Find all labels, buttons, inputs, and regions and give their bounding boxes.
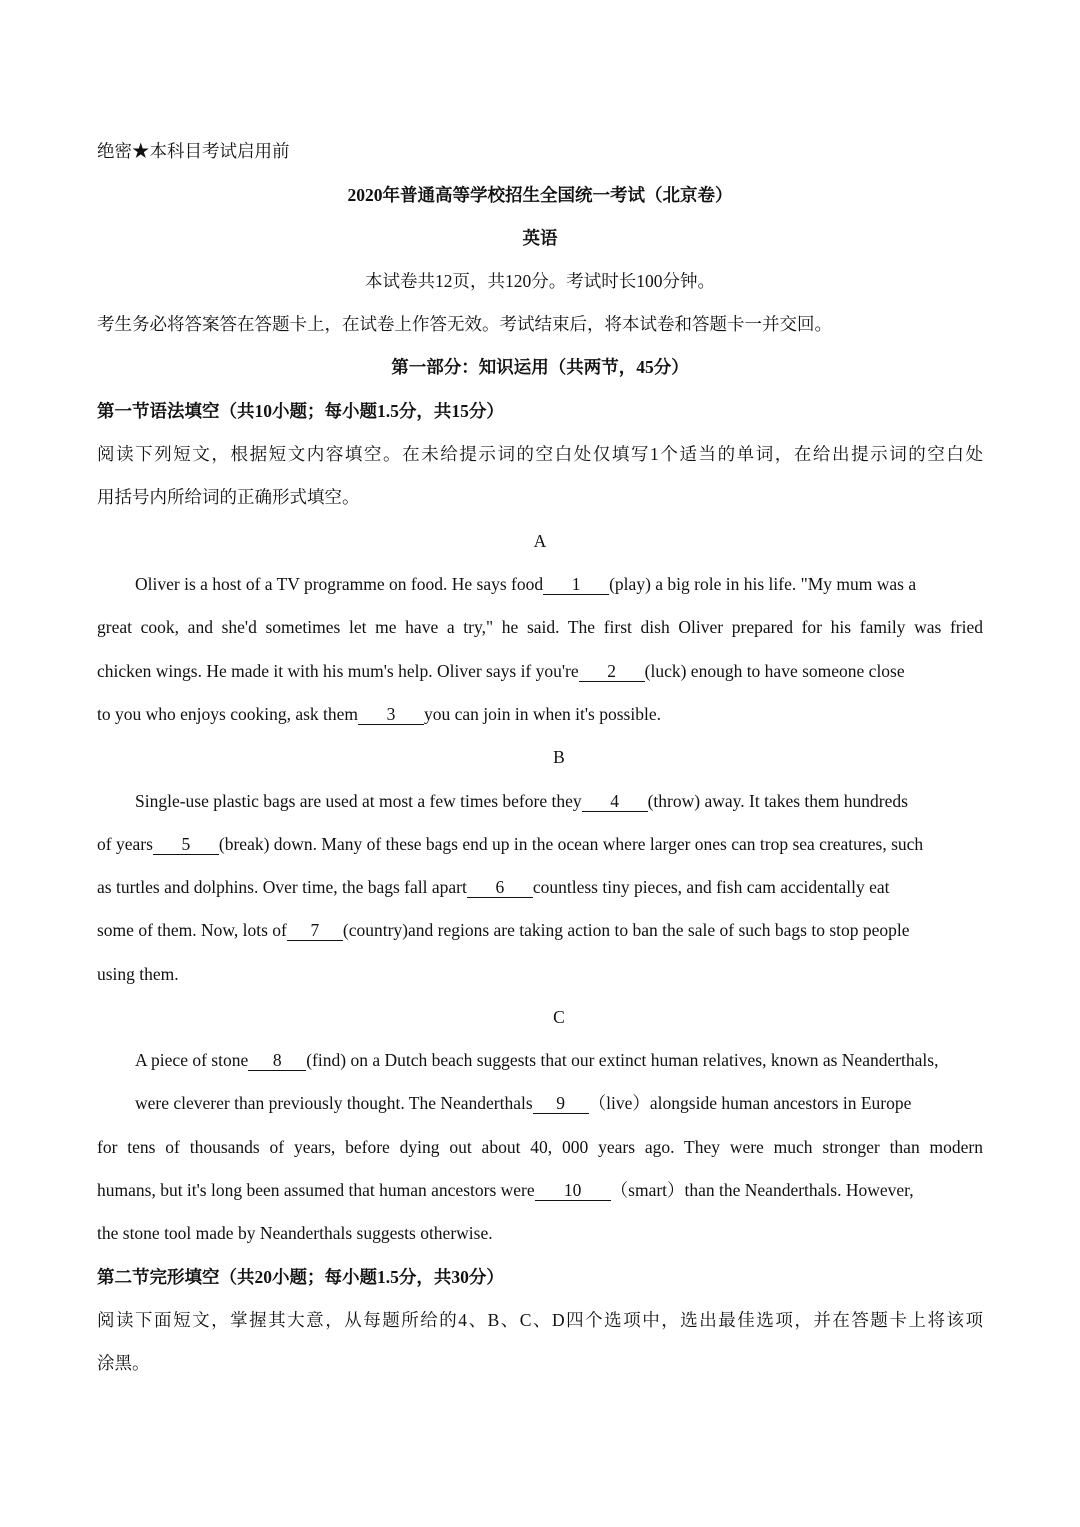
text: you can join in when it's possible. — [424, 704, 661, 724]
text: countless tiny pieces, and fish cam accidentally eat — [532, 877, 890, 897]
text: (country)and regions are taking action to ban the sale of such bags to stop people — [342, 920, 910, 940]
passage-b-label: B — [553, 747, 565, 767]
text: (throw) away. It takes them hundreds — [647, 791, 908, 811]
section2-instruction-line1: 阅读下面短文，掌握其大意，从每题所给的4、B、C、D四个选项中，选出最佳选项，并在答题卡上将该项 — [97, 1310, 983, 1330]
blank-1[interactable]: 1 — [543, 575, 609, 595]
passage-c-label: C — [553, 1007, 565, 1027]
passage-c-line2 — [135, 1091, 983, 1115]
exam-instruction: 考生务必将答案答在答题卡上，在试卷上作答无效。考试结束后，将本试卷和答题卡一并交回。 — [97, 314, 832, 334]
blank-8[interactable]: 8 — [248, 1051, 306, 1071]
secret-notice: 绝密★本科目考试启用前 — [97, 141, 290, 161]
section2-instruction-line2: 涂黑。 — [97, 1353, 150, 1373]
blank-3[interactable]: 3 — [358, 705, 424, 725]
text: (play) a big role in his life. "My mum was a — [609, 574, 917, 594]
passage-c-line4 — [97, 1178, 983, 1202]
text: as turtles and dolphins. Over time, the bags fall apart — [97, 877, 467, 897]
text: were cleverer than previously thought. The Neanderthals — [135, 1093, 533, 1113]
passage-a-line2: great cook, and she'd sometimes let me have a try," he said. The first dish Oliver prepared for his family was fried — [97, 617, 983, 637]
text: humans, but it's long been assumed that human ancestors were — [97, 1180, 535, 1200]
exam-info: 本试卷共12页，共120分。考试时长100分钟。 — [365, 271, 715, 291]
subject-title: 英语 — [522, 228, 558, 248]
blank-7[interactable]: 7 — [287, 921, 343, 941]
text: (find) on a Dutch beach suggests that our extinct human relatives, known as Neanderthals, — [306, 1050, 939, 1070]
passage-a-line3 — [97, 659, 983, 683]
text: to you who enjoys cooking, ask them — [97, 704, 359, 724]
exam-title: 2020年普通高等学校招生全国统一考试（北京卷） — [347, 185, 733, 205]
text: （live）alongside human ancestors in Europe — [588, 1093, 912, 1113]
passage-c-line3: for tens of thousands of years, before dying out about 40, 000 years ago. They were much stronger than modern — [97, 1137, 983, 1157]
text: (break) down. Many of these bags end up in the ocean where larger ones can trop sea creatures, such — [218, 834, 924, 854]
blank-5[interactable]: 5 — [153, 835, 219, 855]
text: （smart）than the Neanderthals. However, — [610, 1180, 914, 1200]
section1-instruction-line2: 用括号内所给词的正确形式填空。 — [97, 487, 360, 507]
passage-a-line4 — [97, 702, 983, 726]
passage-b-line2 — [97, 832, 983, 856]
text: Single-use plastic bags are used at most a few times before they — [135, 791, 582, 811]
passage-b-line3 — [97, 875, 983, 899]
passage-a-line1 — [135, 572, 983, 596]
passage-c-line1 — [135, 1048, 990, 1072]
passage-b-line4 — [97, 918, 983, 942]
text: A piece of stone — [135, 1050, 249, 1070]
part1-title: 第一部分：知识运用（共两节，45分） — [391, 357, 689, 377]
passage-c-line5: the stone tool made by Neanderthals suggests otherwise. — [97, 1223, 493, 1243]
blank-6[interactable]: 6 — [467, 878, 533, 898]
text: of years — [97, 834, 153, 854]
blank-4[interactable]: 4 — [582, 792, 648, 812]
blank-2[interactable]: 2 — [579, 662, 645, 682]
blank-9[interactable]: 9 — [533, 1094, 589, 1114]
passage-a-label: A — [533, 531, 547, 551]
text: some of them. Now, lots of — [97, 920, 287, 940]
passage-b-line5: using them. — [97, 964, 179, 984]
section2-title: 第二节完形填空（共20小题；每小题1.5分，共30分） — [97, 1267, 504, 1287]
passage-b-line1 — [135, 789, 983, 813]
section1-title: 第一节语法填空（共10小题；每小题1.5分，共15分） — [97, 401, 504, 421]
blank-10[interactable]: 10 — [535, 1181, 611, 1201]
text: Oliver is a host of a TV programme on food. He says food — [135, 574, 544, 594]
section1-instruction-line1: 阅读下列短文，根据短文内容填空。在未给提示词的空白处仅填写1个适当的单词，在给出提示词的空白处 — [97, 444, 983, 464]
text: chicken wings. He made it with his mum's help. Oliver says if you're — [97, 661, 579, 681]
text: (luck) enough to have someone close — [644, 661, 905, 681]
